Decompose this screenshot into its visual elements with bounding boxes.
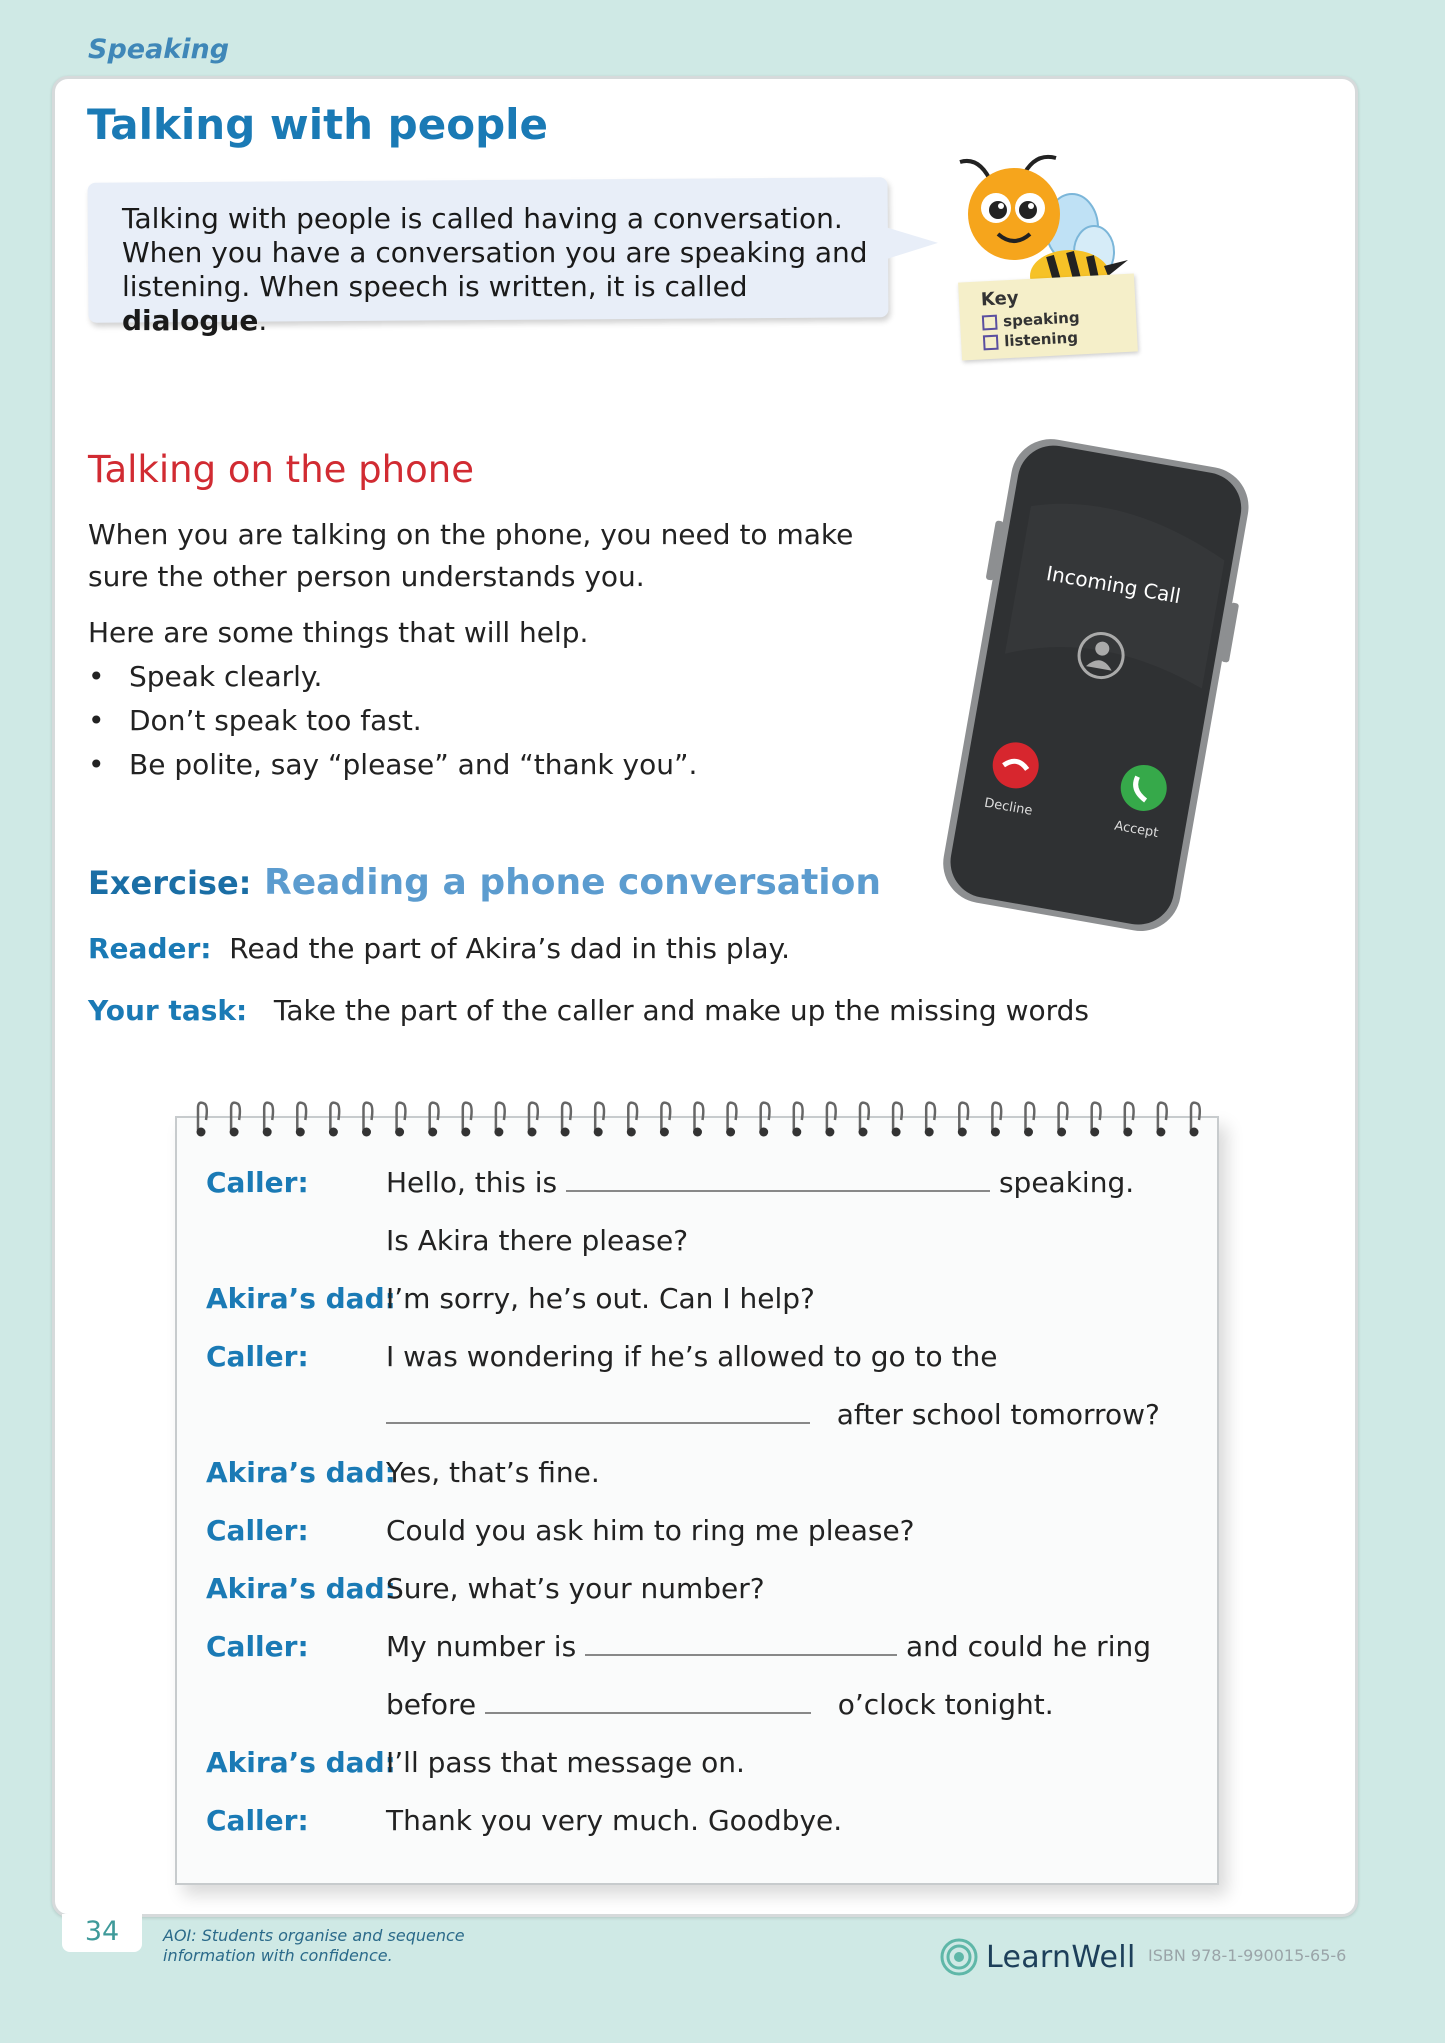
spiral-ring — [991, 1103, 1001, 1137]
dialogue-line — [386, 1688, 1054, 1721]
tips-list-item: • Be polite, say “please” and “thank you”. — [88, 743, 697, 787]
dialogue-line — [386, 1166, 1134, 1199]
dialogue-line — [386, 1398, 1160, 1431]
dialogue-text: Is Akira there please? — [386, 1224, 689, 1257]
answer-blank[interactable] — [566, 1190, 990, 1192]
dialogue-line — [386, 1630, 1151, 1663]
key-item-listening — [983, 328, 1079, 351]
spiral-ring — [296, 1103, 306, 1137]
task-instruction — [88, 994, 1089, 1027]
dialogue-line — [386, 1282, 815, 1315]
dialogue-text: I was wondering if he’s allowed to go to the — [386, 1340, 998, 1373]
speaker-caller: Caller: — [206, 1166, 309, 1199]
intro-text-end: . — [258, 304, 268, 337]
exercise-name: Reading a phone conversation — [264, 862, 881, 903]
speaker-caller: Caller: — [206, 1340, 309, 1373]
incoming-call-text: Incoming Call — [1044, 561, 1183, 609]
intro-text — [122, 202, 882, 338]
key-item-label: listening — [1003, 328, 1079, 351]
dialogue-line — [386, 1340, 998, 1373]
spiral-ring — [594, 1103, 604, 1137]
spiral-ring — [329, 1103, 339, 1137]
spiral-ring — [1057, 1103, 1067, 1137]
dialogue-text: Sure, what’s your number? — [386, 1572, 765, 1605]
tips-list-item: • Speak clearly. — [88, 655, 697, 699]
accept-label: Accept — [1113, 818, 1160, 842]
spiral-ring — [660, 1103, 670, 1137]
dialogue-text: and could he ring — [906, 1630, 1151, 1663]
speaker-akiras-dad: Akira’s dad: — [206, 1456, 396, 1489]
dialogue-line — [386, 1804, 842, 1837]
phone-paragraph-1: When you are talking on the phone, you need to make sure the other person understands you. — [88, 518, 854, 593]
reader-label: Reader: — [88, 932, 212, 965]
phone-section-heading: Talking on the phone — [88, 448, 474, 491]
dialogue-line — [386, 1746, 745, 1779]
spiral-ring — [263, 1103, 273, 1137]
notepad-spiral — [182, 1098, 1212, 1140]
spiral-ring — [859, 1103, 869, 1137]
dialogue-text: My number is — [386, 1630, 577, 1663]
spiral-ring — [792, 1103, 802, 1137]
answer-blank[interactable] — [386, 1422, 810, 1424]
speaker-akiras-dad: Akira’s dad: — [206, 1572, 396, 1605]
spiral-ring — [1024, 1103, 1034, 1137]
spiral-ring — [627, 1103, 637, 1137]
aoi-note: AOI: Students organise and sequence information with confidence. — [163, 1926, 465, 1965]
dialogue-line — [386, 1514, 915, 1547]
spiral-ring — [1090, 1103, 1100, 1137]
answer-blank[interactable] — [585, 1654, 897, 1656]
spiral-ring — [362, 1103, 372, 1137]
learnwell-logo-icon — [940, 1938, 978, 1976]
spiral-ring — [825, 1103, 835, 1137]
dialogue-text: Thank you very much. Goodbye. — [386, 1804, 843, 1837]
spiral-ring — [759, 1103, 769, 1137]
dialogue-text: I’ll pass that message on. — [386, 1746, 745, 1779]
exercise-label: Exercise: — [88, 864, 252, 902]
checkbox-icon — [982, 314, 998, 330]
dialogue-text: speaking. — [998, 1166, 1135, 1199]
spiral-ring — [726, 1103, 736, 1137]
key-title: Key — [980, 287, 1020, 311]
dialogue-text: I’m sorry, he’s out. Can I help? — [386, 1282, 815, 1315]
spiral-ring — [395, 1103, 405, 1137]
logo-text: LearnWell — [986, 1939, 1136, 1975]
spiral-ring — [528, 1103, 538, 1137]
spiral-ring — [428, 1103, 438, 1137]
speaker-akiras-dad: Akira’s dad: — [206, 1282, 396, 1315]
spiral-ring — [1156, 1103, 1166, 1137]
speaker-caller: Caller: — [206, 1514, 309, 1547]
spiral-ring — [461, 1103, 471, 1137]
dialogue-text: after school tomorrow? — [836, 1398, 1160, 1431]
checkbox-icon — [983, 334, 999, 350]
key-item-label: speaking — [1002, 308, 1081, 331]
learnwell-logo — [940, 1938, 1136, 1976]
speaker-akiras-dad: Akira’s dad: — [206, 1746, 396, 1779]
tips-list-item: • Don’t speak too fast. — [88, 699, 697, 743]
isbn: ISBN 978-1-990015-65-6 — [1148, 1946, 1347, 1965]
task-label: Your task: — [88, 994, 248, 1027]
task-text: Take the part of the caller and make up the missing words — [273, 994, 1090, 1027]
dialogue-text: o’clock tonight. — [837, 1688, 1054, 1721]
page-title: Talking with people — [87, 100, 549, 149]
page-number: 34 — [62, 1914, 142, 1952]
dialogue-text: Hello, this is — [386, 1166, 558, 1199]
decline-label: Decline — [983, 795, 1034, 819]
dialogue-line — [386, 1224, 688, 1257]
spiral-ring — [693, 1103, 703, 1137]
spiral-ring — [1190, 1103, 1200, 1137]
spiral-ring — [925, 1103, 935, 1137]
spiral-ring — [958, 1103, 968, 1137]
speaker-caller: Caller: — [206, 1630, 309, 1663]
exercise-title — [88, 862, 881, 903]
dialogue-text: Could you ask him to ring me please? — [386, 1514, 915, 1547]
reader-text: Read the part of Akira’s dad in this play. — [229, 932, 791, 965]
dialogue-line — [386, 1572, 765, 1605]
phone-paragraph-2: Here are some things that will help. — [88, 616, 589, 649]
spiral-ring — [892, 1103, 902, 1137]
section-label: Speaking — [88, 34, 230, 65]
spiral-ring — [230, 1103, 240, 1137]
tips-list — [88, 655, 697, 787]
key-item-speaking — [982, 308, 1080, 331]
dialogue-text: Yes, that’s fine. — [386, 1456, 600, 1489]
speaker-caller: Caller: — [206, 1804, 309, 1837]
spiral-ring — [197, 1103, 207, 1137]
spiral-ring — [1123, 1103, 1133, 1137]
spiral-ring — [494, 1103, 504, 1137]
spiral-ring — [561, 1103, 571, 1137]
phone-illustration — [930, 430, 1260, 950]
dialogue-line — [386, 1456, 600, 1489]
intro-text-main: Talking with people is called having a conversation. When you have a conversation you are speaking and listening. When speech is written, it is called — [122, 202, 868, 303]
dialogue-text: before — [386, 1688, 477, 1721]
intro-bold-word: dialogue — [122, 304, 259, 337]
key-note — [958, 273, 1138, 360]
reader-instruction — [88, 932, 790, 965]
answer-blank[interactable] — [485, 1712, 811, 1714]
